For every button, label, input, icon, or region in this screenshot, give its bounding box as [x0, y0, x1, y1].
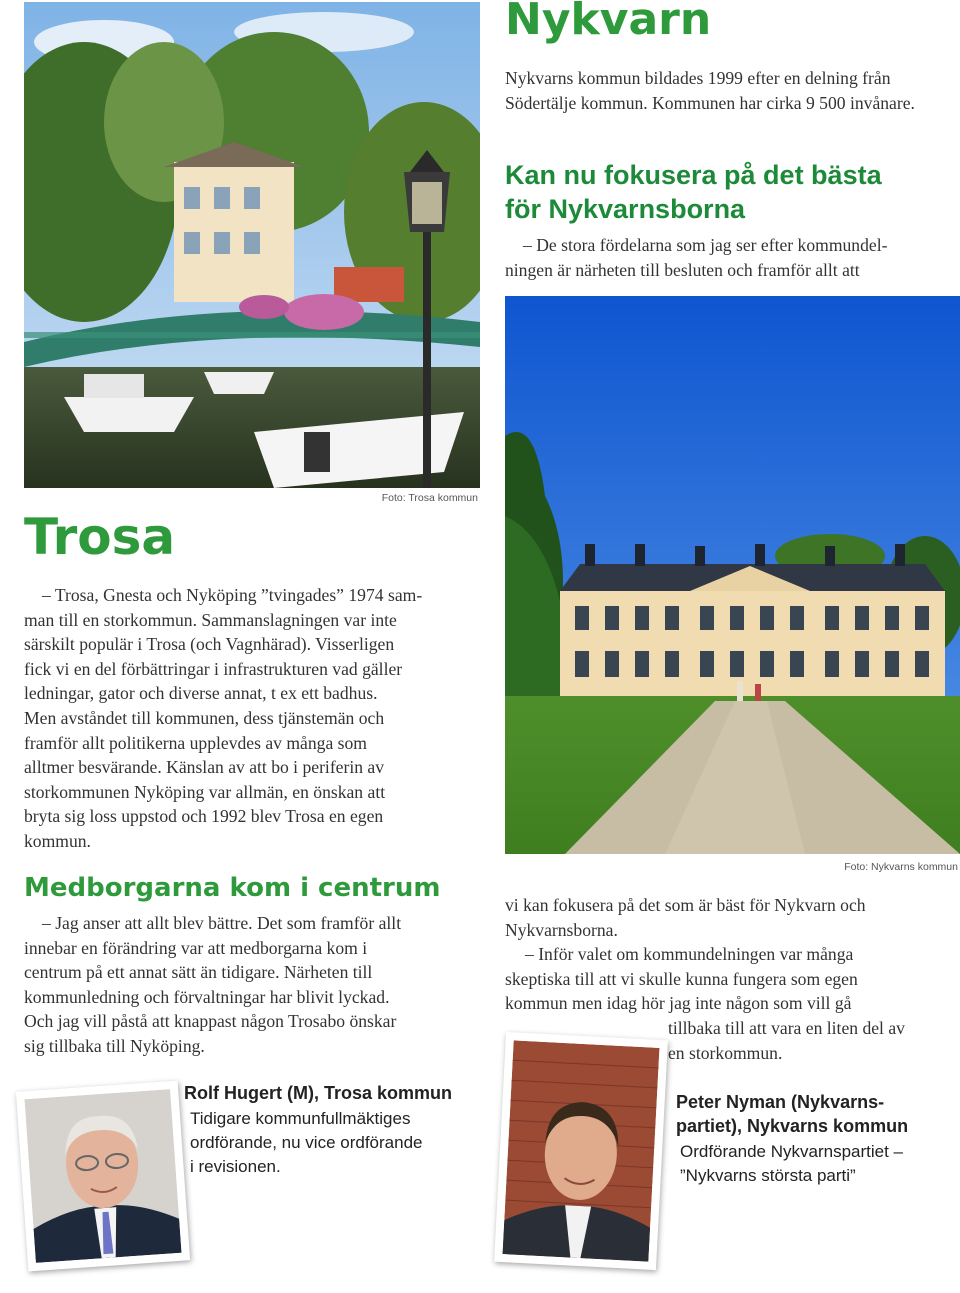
trosa-harbour-photo — [24, 2, 480, 488]
trosa-body-line: kommun. — [24, 830, 91, 851]
rolf-hugert-name: Rolf Hugert (M), Trosa kommun — [184, 1083, 453, 1103]
trosa-body-line: särskilt populär i Trosa (och Vagnhärad). Visserligen — [24, 634, 395, 655]
trosa-body-line: alltmer besvärande. Känslan av att bo i periferin av — [24, 757, 385, 778]
trosa-title: Trosa — [24, 508, 176, 566]
trosa-body-line: ledningar, gator och diverse annat, t ex ett badhus. — [24, 683, 378, 704]
trosa-body2-line: kommunledning och förvaltningar har blivit lyckad. — [24, 986, 390, 1007]
trosa-photo-credit: Foto: Trosa kommun — [381, 492, 478, 504]
nykvarn-quote — [505, 233, 955, 282]
trosa-body2-line: centrum på ett annat sätt än tidigare. Närheten till — [24, 962, 373, 983]
nykvarn-photo-credit: Foto: Nykvarns kommun — [844, 861, 958, 873]
rolf-hugert-role-line: i revisionen. — [190, 1157, 281, 1176]
trosa-body2 — [24, 911, 484, 1059]
nykvarn-quote-line: ningen är närheten till besluten och framför allt att — [505, 259, 860, 280]
nykvarn-continued-line: kommun men idag hör jag inte någon som vill gå — [505, 993, 852, 1014]
trosa-body-line: Men avståndet till kommunen, dess tjänstemän och — [24, 707, 385, 728]
peter-nyman-name-line: partiet), Nykvarns kommun — [676, 1116, 909, 1136]
trosa-body — [24, 583, 484, 854]
nykvarn-continued — [505, 893, 955, 1016]
trosa-body-line: bryta sig loss uppstod och 1992 blev Trosa en egen — [24, 806, 384, 827]
rolf-hugert-role — [190, 1107, 423, 1179]
rolf-hugert-portrait — [16, 1081, 190, 1272]
trosa-body-line: storkommunen Nyköping var allmän, en önskan att — [24, 781, 386, 802]
nykvarn-quote-line: – De stora fördelarna som jag ser efter kommundel- — [523, 235, 888, 255]
peter-nyman-role-line: ”Nykvarns största parti” — [680, 1166, 856, 1185]
nykvarn-continued-line: – Inför valet om kommundelningen var många — [525, 944, 854, 965]
trosa-subheading: Medborgarna kom i centrum — [24, 873, 441, 903]
nykvarn-subheading — [505, 158, 882, 226]
nykvarn-wrapped-line: tillbaka till att vara en liten del av — [668, 1018, 905, 1038]
trosa-body2-line: sig tillbaka till Nyköping. — [24, 1035, 205, 1056]
trosa-body2-line: Och jag vill påstå att knappast någon Trosabo önskar — [24, 1011, 397, 1032]
nykvarn-subheading-line1: Kan nu fokusera på det bästa — [505, 160, 882, 190]
nykvarn-subheading-line2: för Nykvarnsborna — [505, 194, 746, 224]
trosa-body2-line: innebar en förändring var att medborgarna kom i — [24, 937, 368, 958]
trosa-body-line: fick vi en del förbättringar i infrastrukturen vad gäller — [24, 658, 403, 679]
peter-nyman-name-line: Peter Nyman (Nykvarns- — [676, 1092, 885, 1112]
nykvarn-continued-line: vi kan fokusera på det som är bäst för Nykvarn och — [505, 895, 866, 915]
rolf-hugert-role-line: ordförande, nu vice ordförande — [190, 1133, 423, 1152]
nykvarn-wrapped — [668, 1016, 958, 1065]
nykvarn-continued-line: Nykvarnsborna. — [505, 919, 618, 940]
nykvarn-wrapped-line: en storkommun. — [668, 1042, 783, 1063]
peter-nyman-portrait — [494, 1032, 668, 1270]
peter-nyman-role-line: Ordförande Nykvarnspartiet – — [680, 1142, 903, 1161]
trosa-body-line: man till en storkommun. Sammanslagningen var inte — [24, 609, 397, 630]
trosa-body-line: – Trosa, Gnesta och Nyköping ”tvingades” 1974 sam- — [42, 585, 423, 605]
nykvarn-manor-photo — [505, 296, 960, 854]
trosa-body-line: framför allt politikerna upplevdes av många som — [24, 732, 367, 753]
peter-nyman-role — [680, 1140, 903, 1188]
trosa-body2-line: – Jag anser att allt blev bättre. Det som framför allt — [42, 913, 402, 933]
nykvarn-title: Nykvarn — [505, 0, 712, 45]
nykvarn-continued-line: skeptiska till att vi skulle kunna fungera som egen — [505, 968, 858, 989]
peter-nyman-name — [676, 1090, 908, 1138]
nykvarn-intro: Nykvarns kommun bildades 1999 efter en delning från Södertälje kommun. Kommunen har cirka 9 500 invånare. — [505, 68, 915, 113]
rolf-hugert-role-line: Tidigare kommunfullmäktiges — [190, 1109, 411, 1128]
